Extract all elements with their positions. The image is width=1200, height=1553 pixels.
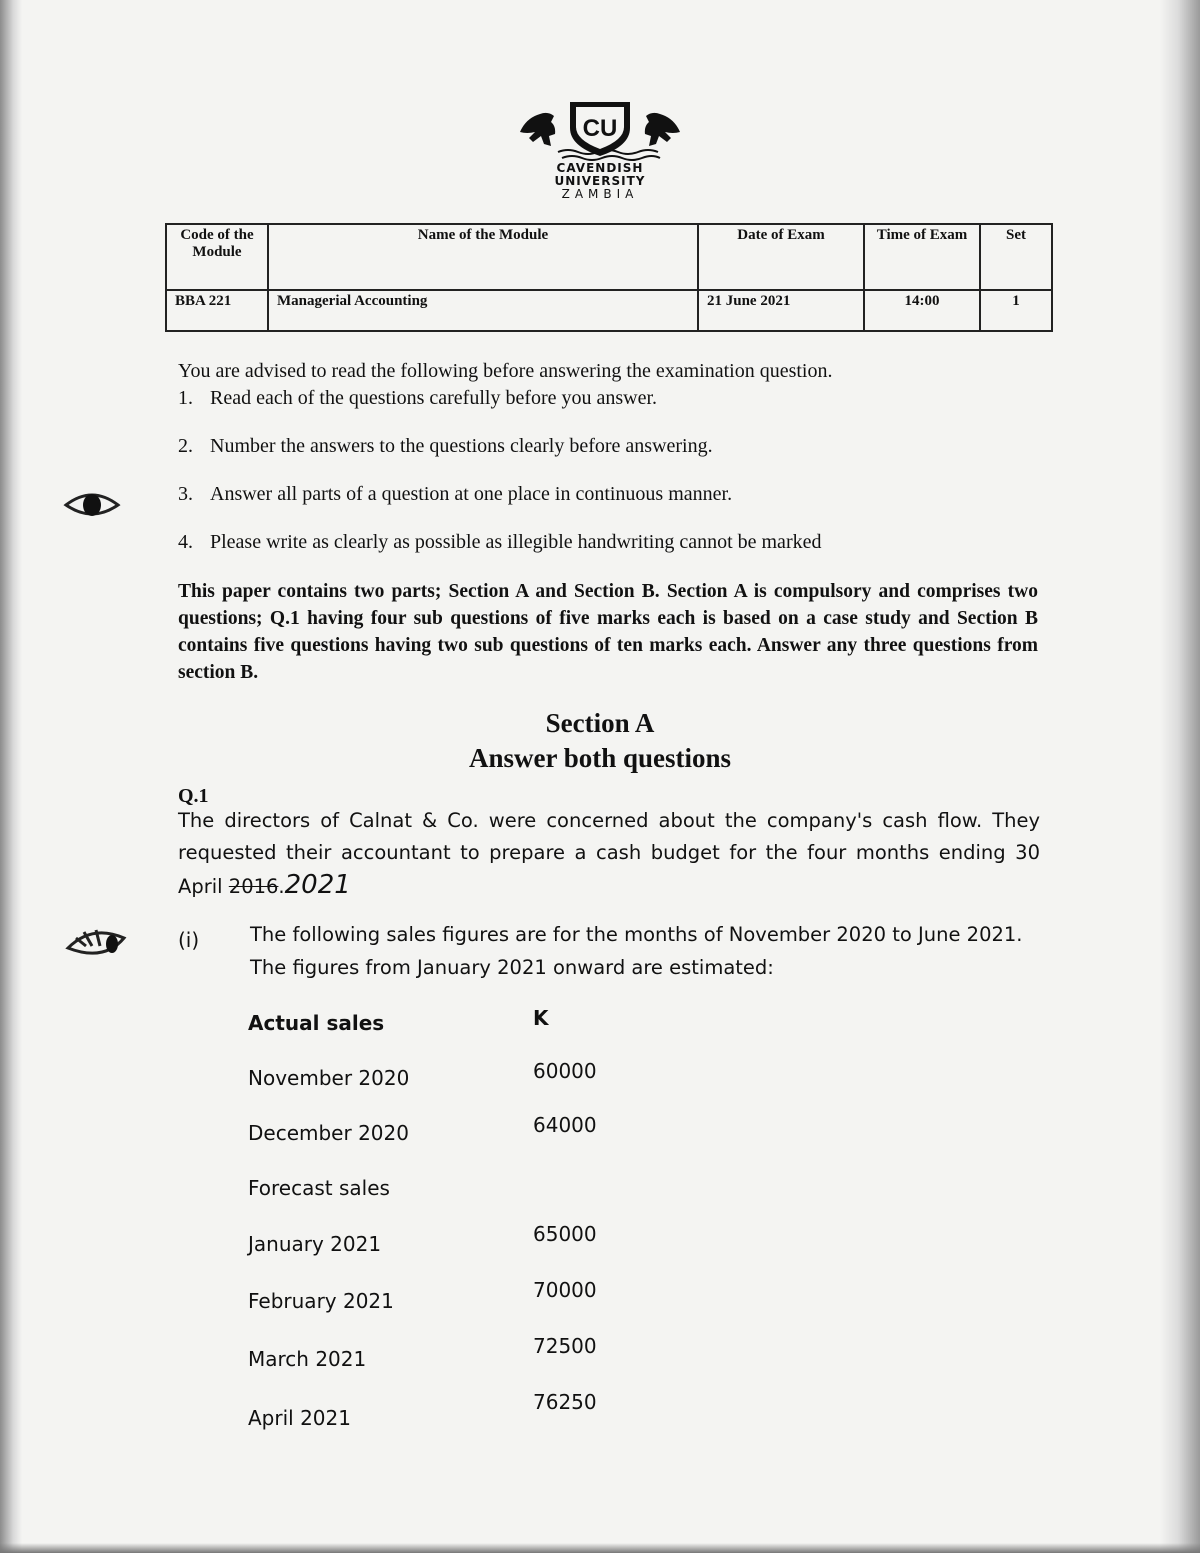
struck-year: 2016 <box>228 875 279 898</box>
university-logo <box>510 92 690 220</box>
sales-value: 60000 <box>533 1059 597 1083</box>
sales-value: 76250 <box>533 1390 597 1414</box>
sales-month: March 2021 <box>248 1347 367 1371</box>
sales-value: 65000 <box>533 1222 597 1246</box>
actual-sales-heading: Actual sales <box>248 1011 385 1035</box>
table-header-row <box>166 224 1052 290</box>
svg-text:CU: CU <box>582 115 618 142</box>
sales-value: 70000 <box>533 1278 597 1302</box>
forecast-sales-heading: Forecast sales <box>248 1176 390 1200</box>
page-edge-right <box>1160 0 1200 1553</box>
value-set: 1 <box>980 290 1052 331</box>
intro-text: You are advised to read the following before answering the examination question. <box>178 360 833 382</box>
header-time: Time of Exam <box>864 224 980 290</box>
sales-month: January 2021 <box>248 1232 382 1256</box>
exam-info-table <box>165 223 1053 332</box>
sales-month: November 2020 <box>248 1066 410 1090</box>
instruction-item: 3. Answer all parts of a question at one place in continuous manner. <box>178 483 733 505</box>
logo-line-2: UNIVERSITY <box>554 174 646 188</box>
punch-hole-mark-icon <box>62 485 122 525</box>
sub-question-text: The following sales figures are for the months of November 2020 to June 2021. The figures from January 2021 onward are estimated: <box>250 923 1023 979</box>
header-date: Date of Exam <box>698 224 864 290</box>
sales-month: April 2021 <box>248 1406 351 1430</box>
value-module-name: Managerial Accounting <box>268 290 698 331</box>
instruction-item: 4. Please write as clearly as possible as illegible handwriting cannot be marked <box>178 531 822 553</box>
question-label: Q.1 <box>178 785 209 807</box>
page-edge-left <box>0 0 22 1553</box>
handwritten-year: 2021 <box>284 870 351 900</box>
section-subtitle: Answer both questions <box>468 743 732 773</box>
header-module-name: Name of the Module <box>268 224 698 290</box>
crest-icon <box>510 92 690 162</box>
punch-hole-mark-icon <box>62 920 132 970</box>
value-time: 14:00 <box>864 290 980 331</box>
sales-value: 64000 <box>533 1113 597 1137</box>
paper-structure-note: This paper contains two parts; Section A and Section B. Section A is compulsory and comprises two questions; Q.1 having four sub questions of five marks each is based on a case study and Section B contains five questions having two sub questions of ten marks each. Answer any three questions from section B. <box>178 581 1038 683</box>
instruction-item: 1. Read each of the questions carefully before you answer. <box>178 387 658 409</box>
section-title: Section A <box>545 708 655 738</box>
sales-month: December 2020 <box>248 1121 409 1145</box>
table-value-row <box>166 290 1052 331</box>
sales-month: February 2021 <box>248 1289 394 1313</box>
instruction-item: 2. Number the answers to the questions clearly before answering. <box>178 435 713 457</box>
currency-heading: K <box>533 1006 549 1030</box>
value-code: BBA 221 <box>166 290 268 331</box>
sales-value: 72500 <box>533 1334 597 1358</box>
value-date: 21 June 2021 <box>698 290 864 331</box>
header-set: Set <box>980 224 1052 290</box>
page-edge-bottom <box>0 1543 1200 1553</box>
header-code: Code of the Module <box>166 224 268 290</box>
sub-question-label: (i) <box>178 928 200 952</box>
logo-line-1: CAVENDISH <box>556 161 644 175</box>
question-text: The directors of Calnat & Co. were concerned about the company's cash flow. They requested their accountant to prepare a cash budget for the four months ending 30 April 2016.2021 <box>178 809 1040 900</box>
logo-line-3: ZAMBIA <box>561 187 639 201</box>
